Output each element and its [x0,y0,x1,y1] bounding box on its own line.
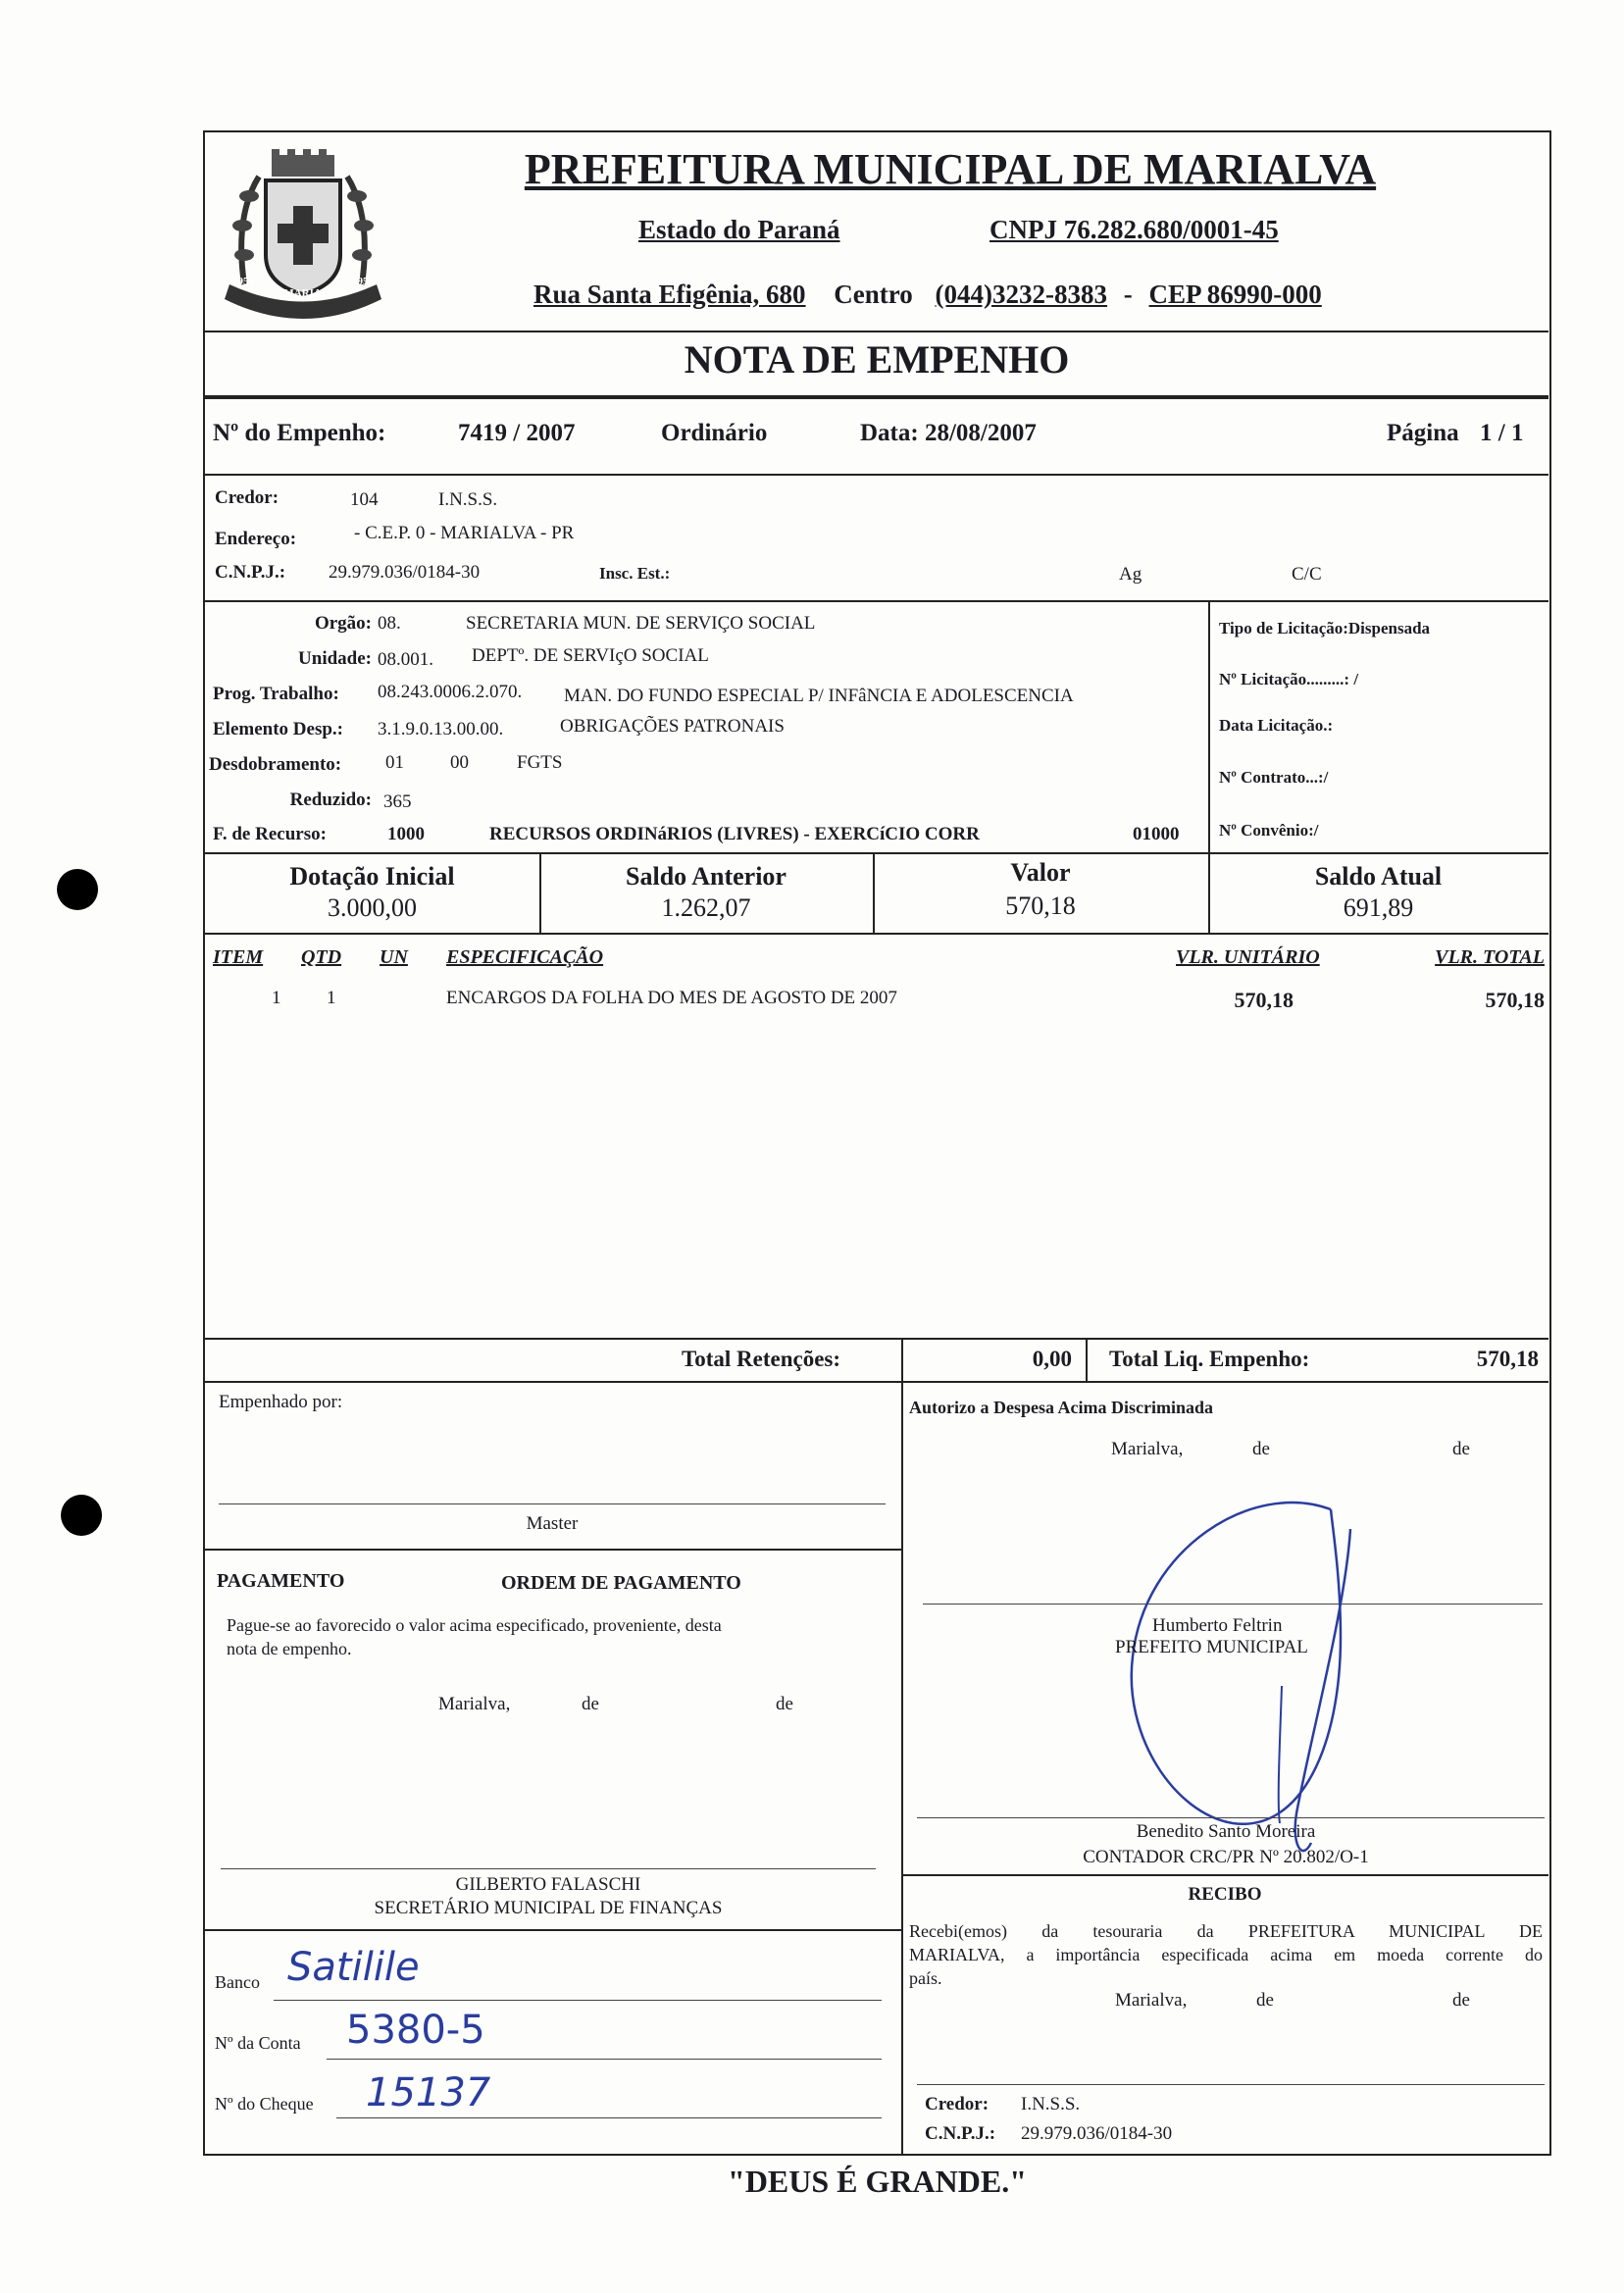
orgao-name: SECRETARIA MUN. DE SERVIÇO SOCIAL [466,613,816,634]
page-label: Página [1387,420,1459,446]
empenhado-master: Master [526,1513,579,1534]
reduzido-label: Reduzido: [289,790,372,810]
numero-contrato: Nº Contrato...:/ [1219,768,1329,787]
address-label: Endereço: [215,529,297,549]
totals-bottom-divider [205,1381,1548,1383]
col-header-item: ITEM [213,946,264,968]
recibo-cnpj-label: C.N.P.J.: [925,2123,996,2144]
cheque-value: 15137 [366,2070,491,2115]
address-cep: CEP 86990-000 [1148,280,1322,309]
cheque-line [336,2117,882,2118]
credor-divider [205,600,1548,602]
address-district: Centro [834,280,913,309]
page-value: 1 / 1 [1480,420,1524,446]
municipal-seal-logo [205,137,401,333]
lower-vertical-divider [901,1381,903,2156]
address-phone: (044)3232-8383 [935,280,1108,309]
empenho-divider [205,474,1548,476]
state-name: Estado do Paraná [638,215,840,244]
credor-cnpj: 29.979.036/0184-30 [329,562,481,583]
desdobramento-name: FGTS [517,752,563,773]
budget-divider [205,852,1548,854]
autorizo-de-2: de [1452,1439,1470,1459]
item-number: 1 [272,988,281,1008]
pagamento-divider [205,1549,901,1551]
desdobramento-b: 00 [450,752,469,773]
elemento-label: Elemento Desp.: [213,719,343,739]
header-divider [205,331,1548,332]
municipality-cnpj: CNPJ 76.282.680/0001-45 [990,215,1279,244]
orgao-code: 08. [378,613,401,634]
dotacao-inicial-label: Dotação Inicial [289,862,455,891]
desdobramento-label: Desdobramento: [209,754,342,775]
address-line [533,280,1322,310]
credor-cnpj-label: C.N.P.J.: [215,562,286,583]
cc-label: C/C [1292,564,1322,585]
recibo-credor-value: I.N.S.S. [1021,2094,1081,2115]
item-unit-value: 570,18 [1234,988,1294,1012]
pagamento-label: PAGAMENTO [217,1570,345,1592]
valor-label: Valor [1010,858,1071,887]
recibo-title: RECIBO [1188,1884,1262,1905]
item-total-value: 570,18 [1485,988,1545,1012]
insc-est-label: Insc. Est.: [599,564,671,583]
saldos-divider [205,933,1548,935]
conta-line [327,2059,882,2060]
elemento-code: 3.1.9.0.13.00.00. [378,719,504,739]
pagamento-city: Marialva, [438,1694,511,1714]
address-separator: - [1123,280,1133,309]
pague-se-text-2: nota de empenho. [227,1639,352,1658]
fonte-recurso-code: 1000 [387,824,425,844]
nota-de-empenho-form [203,130,1551,2156]
col-header-un: UN [380,946,408,968]
pagamento-de-1: de [582,1694,599,1714]
pague-se-text-1: Pague-se ao favorecido o valor acima especificado, proveniente, desta [227,1615,722,1635]
total-retencoes-label: Total Retenções: [682,1347,841,1371]
totals-top-divider [205,1338,1548,1340]
recibo-signature-line [917,2084,1545,2085]
desdobramento-a: 01 [385,752,404,773]
unidade-code: 08.001. [378,649,433,670]
empenhado-por-label: Empenhado por: [219,1392,343,1412]
saldo-anterior-label: Saldo Anterior [626,862,787,891]
conta-label: Nº da Conta [215,2033,301,2053]
empenhado-signature-line [219,1503,886,1504]
col-header-qtd: QTD [301,946,342,968]
prefeito-name: Humberto Feltrin [1152,1615,1283,1636]
total-liq-label: Total Liq. Empenho: [1109,1347,1310,1371]
banco-label: Banco [215,1972,260,1992]
conta-value: 5380-5 [346,2008,485,2053]
recibo-de-1: de [1256,1990,1274,2011]
recibo-text-1: Recebi(emos) da tesouraria da PREFEITURA MUNICIPAL DE [909,1921,1543,1941]
recibo-de-2: de [1452,1990,1470,2011]
prog-trabalho-name: MAN. DO FUNDO ESPECIAL P/ INFâNCIA E ADOLESCENCIA [564,686,1074,706]
document-title: NOTA DE EMPENHO [684,337,1070,382]
totals-divider-2 [1086,1338,1088,1381]
municipality-title: PREFEITURA MUNICIPAL DE MARIALVA [524,145,1377,193]
secretario-title: SECRETÁRIO MUNICIPAL DE FINANÇAS [374,1898,723,1918]
prog-trabalho-code: 08.243.0006.2.070. [378,682,523,702]
dotacao-inicial-value: 3.000,00 [328,893,417,922]
fonte-recurso-name: RECURSOS ORDINáRIOS (LIVRES) - EXERCíCIO CORR [489,824,980,844]
data-licitacao: Data Licitação.: [1219,716,1334,735]
recibo-cnpj-value: 29.979.036/0184-30 [1021,2123,1173,2144]
saldo-anterior-value: 1.262,07 [661,893,751,922]
orgao-label: Orgão: [314,613,372,634]
valor-value: 570,18 [1005,892,1076,920]
col-header-spec: ESPECIFICAÇÃO [446,946,604,968]
recibo-text-3: país. [909,1968,942,1988]
pagamento-de-2: de [776,1694,793,1714]
numero-convenio: Nº Convênio:/ [1219,821,1319,840]
saldo-atual-value: 691,89 [1343,893,1414,922]
prog-trabalho-label: Prog. Trabalho: [213,684,339,704]
address-street: Rua Santa Efigênia, 680 [533,280,806,309]
empenho-number: 7419 / 2007 [458,420,576,446]
credor-label: Credor: [215,487,279,508]
recibo-credor-label: Credor: [925,2094,990,2115]
ordem-pagamento-label: ORDEM DE PAGAMENTO [501,1572,741,1594]
autorizo-de-1: de [1252,1439,1270,1459]
empenho-date: Data: 28/08/2007 [860,420,1037,446]
recibo-text-2: MARIALVA, a importância especificada acima em moeda corrente do [909,1945,1543,1964]
seal-year-left: 1951 [232,276,254,287]
unidade-label: Unidade: [298,648,372,669]
budget-vertical-divider [1208,600,1210,852]
recibo-divider [901,1874,1548,1876]
ag-label: Ag [1119,564,1142,585]
reduzido-value: 365 [383,791,412,812]
col-header-total: VLR. TOTAL [1435,946,1545,968]
cheque-label: Nº do Cheque [215,2094,314,2114]
contador-signature-line [917,1817,1545,1818]
seal-band-text: MARIALVA [283,287,342,299]
empenho-label: Nº do Empenho: [213,420,386,446]
elemento-name: OBRIGAÇÕES PATRONAIS [560,716,785,737]
item-qtd: 1 [327,988,336,1008]
contador-title: CONTADOR CRC/PR Nº 20.802/O-1 [1083,1847,1369,1867]
footer-motto: "DEUS É GRANDE." [728,2164,1027,2199]
banco-line [274,2000,882,2001]
credor-name: I.N.S.S. [438,489,498,510]
banco-value: Satilile [287,1945,420,1990]
title-divider [205,395,1548,399]
fonte-recurso-extra: 01000 [1133,824,1180,844]
unidade-name: DEPTº. DE SERVIçO SOCIAL [472,645,709,666]
secretario-name: GILBERTO FALASCHI [455,1874,641,1895]
empenho-type: Ordinário [661,420,768,446]
seal-year-right: 1952 [352,276,374,287]
punch-hole-top [57,869,98,910]
secretario-signature-line [221,1868,876,1869]
saldo-atual-label: Saldo Atual [1314,862,1443,891]
prefeito-title: PREFEITO MUNICIPAL [1115,1637,1308,1657]
fonte-recurso-label: F. de Recurso: [213,824,327,844]
tipo-licitacao: Tipo de Licitação:Dispensada [1219,619,1431,637]
col-header-unit: VLR. UNITÁRIO [1176,946,1320,968]
item-spec: ENCARGOS DA FOLHA DO MES DE AGOSTO DE 2007 [446,988,897,1008]
total-liq-value: 570,18 [1476,1347,1539,1371]
banco-divider [205,1929,901,1931]
total-retencoes-value: 0,00 [1032,1347,1072,1371]
credor-address: - C.E.P. 0 - MARIALVA - PR [354,523,575,543]
credor-code: 104 [350,489,379,510]
recibo-city: Marialva, [1115,1990,1188,2011]
numero-licitacao: Nº Licitação.........: / [1219,670,1359,688]
punch-hole-bottom [61,1495,102,1536]
autorizo-city: Marialva, [1111,1439,1184,1459]
contador-name: Benedito Santo Moreira [1136,1821,1316,1842]
autorizo-label: Autorizo a Despesa Acima Discriminada [909,1398,1213,1417]
